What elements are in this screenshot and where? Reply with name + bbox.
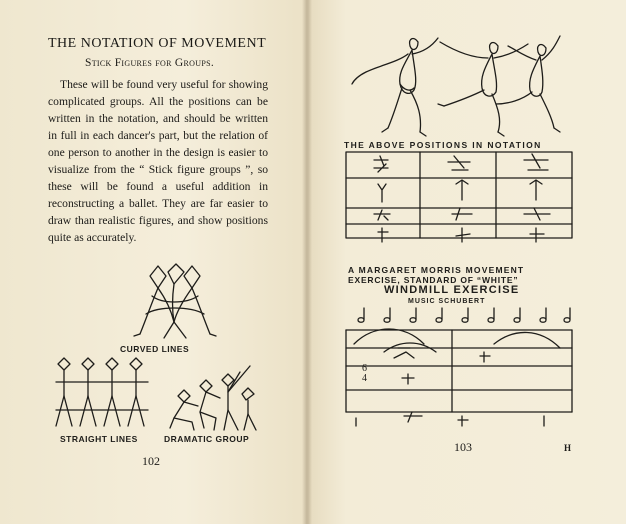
- dancers-illustration: [348, 32, 568, 136]
- right-page: [308, 0, 626, 524]
- left-page-subheading: Stick Figures for Groups.: [85, 57, 215, 69]
- time-signature: [362, 364, 367, 384]
- exercise-caption-line1: A MARGARET MORRIS MOVEMENT: [348, 265, 525, 275]
- exercise-notation-grid: [344, 322, 574, 430]
- dramatic-group-label: DRAMATIC GROUP: [164, 434, 250, 444]
- curved-lines-label: CURVED LINES: [120, 344, 190, 354]
- music-credit: MUSIC SCHUBERT: [408, 298, 486, 305]
- left-page-heading: THE NOTATION OF MOVEMENT: [48, 36, 267, 51]
- time-signature-top: 6: [362, 363, 367, 374]
- left-page: [0, 0, 308, 524]
- dramatic-group-stick-figures: [164, 362, 260, 432]
- straight-lines-stick-figures: [54, 356, 154, 432]
- exercise-caption-line2: EXERCISE, STANDARD OF “WHITE”: [348, 275, 519, 285]
- time-signature-bottom: 4: [362, 373, 367, 384]
- signature-mark: H: [564, 443, 572, 453]
- left-page-number: 102: [142, 454, 160, 468]
- curved-lines-stick-figures: [128, 262, 218, 342]
- exercise-title: WINDMILL EXERCISE: [384, 284, 520, 296]
- notation-caption: THE ABOVE POSITIONS IN NOTATION: [344, 140, 542, 150]
- straight-lines-label: STRAIGHT LINES: [60, 434, 138, 444]
- paragraph-text: These will be found very useful for showing complicated groups. All the positions can be written in the notation, and should be written in full in each dancer's part, but the relation of one person to another in the design is easier to visualize from the “ Stick figure groups ”, so these will be found a useful addition in reconstructing a ballet. They are far easier to draw than realistic figures, and show positions quite as accurately.: [48, 78, 268, 244]
- right-page-number: 103: [454, 440, 472, 454]
- positions-notation-grid: [344, 150, 574, 244]
- left-page-paragraph: [48, 76, 268, 246]
- book-gutter: [302, 0, 312, 524]
